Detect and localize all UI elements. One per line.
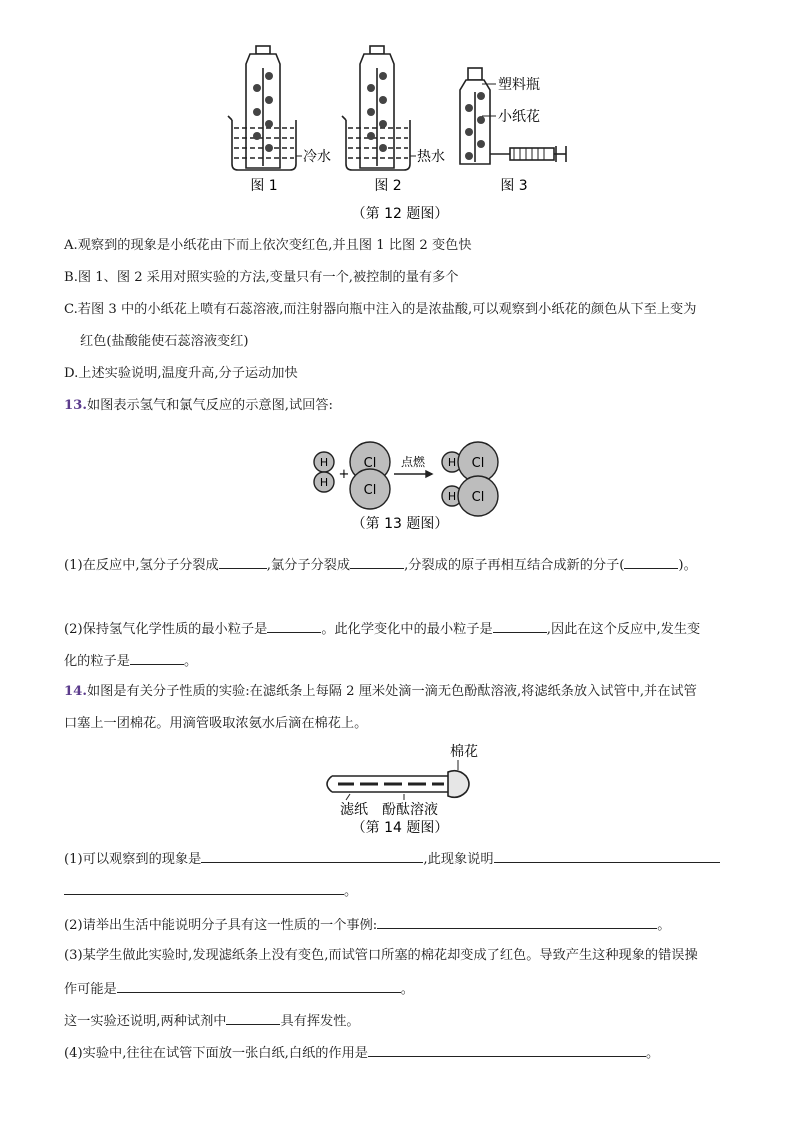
q12-option-b: B.图 1、图 2 采用对照实验的方法,变量只有一个,被控制的量有多个	[64, 270, 459, 285]
figure-12-drawing	[0, 36, 794, 226]
figure-14-drawing	[0, 738, 794, 838]
q13-number: 13.	[64, 398, 87, 413]
q12-option-c-line1: C.若图 3 中的小纸花上喷有石蕊溶液,而注射器向瓶中注入的是浓盐酸,可以观察到小纸花的颜色从下至上变为	[64, 302, 697, 317]
q12-option-c-line2: 红色(盐酸能使石蕊溶液变红)	[80, 334, 249, 349]
answer-blank[interactable]	[624, 554, 678, 569]
q14-number: 14.	[64, 684, 87, 699]
q14-stem-line1: 14.如图是有关分子性质的实验:在滤纸条上每隔 2 厘米处滴一滴无色酚酞溶液,将滤纸条放入试管中,并在试管	[64, 684, 697, 699]
answer-blank[interactable]	[493, 618, 547, 633]
answer-blank[interactable]	[130, 650, 184, 665]
label-phenolphthalein: 酚酞溶液	[382, 802, 438, 818]
answer-blank[interactable]	[201, 848, 423, 863]
answer-blank[interactable]	[494, 848, 720, 863]
fig12-apparatus-1	[228, 46, 302, 170]
q14-part2: (2)请举出生活中能说明分子具有这一性质的一个事例: 。	[64, 914, 670, 936]
answer-blank[interactable]	[350, 554, 404, 569]
figure-14-caption: （第 14 题图）	[351, 820, 449, 836]
h-label-1: H	[319, 456, 329, 469]
sub-caption-3: 图 3	[500, 178, 528, 194]
cl-label-1: Cl	[363, 456, 377, 471]
q13-part1: (1)在反应中,氢分子分裂成 ,氯分子分裂成 ,分裂成的原子再相互结合成新的分子( )。	[64, 554, 697, 576]
fig12-apparatus-2	[342, 46, 416, 170]
answer-blank[interactable]	[267, 618, 321, 633]
q14-part3-line2: 作可能是 。	[64, 978, 414, 1000]
q14-part4: (4)实验中,往往在试管下面放一张白纸,白纸的作用是 。	[64, 1042, 659, 1064]
q13-part2-line2: 化的粒子是 。	[64, 650, 197, 672]
label-cold-water: 冷水	[303, 149, 331, 165]
plus-sign: +	[338, 467, 350, 482]
q12-option-d: D.上述实验说明,温度升高,分子运动加快	[64, 366, 298, 381]
label-filter-paper: 滤纸	[340, 802, 368, 818]
answer-blank[interactable]	[219, 554, 267, 569]
cl-label-2: Cl	[363, 483, 377, 498]
figure-12	[0, 36, 794, 226]
figure-12-caption: （第 12 题图）	[351, 206, 449, 222]
label-hot-water: 热水	[417, 149, 445, 165]
h-label-2: H	[319, 476, 329, 489]
q14-part3-line1: (3)某学生做此实验时,发现滤纸条上没有变色,而试管口所塞的棉花却变成了红色。导致产生这种现象的错误操	[64, 948, 698, 963]
label-paper-flower: 小纸花	[498, 109, 540, 125]
answer-blank[interactable]	[117, 978, 401, 993]
q13-stem-text: 如图表示氢气和氯气反应的示意图,试回答:	[86, 398, 333, 413]
product-h-label-2: H	[447, 490, 457, 503]
cotton-ball	[448, 771, 469, 798]
figure-13	[0, 428, 794, 538]
figure-14	[0, 738, 794, 838]
q12-option-a: A.观察到的现象是小纸花由下而上依次变红色,并且图 1 比图 2 变色快	[64, 238, 472, 253]
answer-blank[interactable]	[368, 1042, 646, 1057]
answer-blank[interactable]	[226, 1010, 280, 1025]
product-cl-label-2: Cl	[471, 490, 485, 505]
q14-part3-line3: 这一实验还说明,两种试剂中 具有挥发性。	[64, 1010, 360, 1032]
product-h-label-1: H	[447, 456, 457, 469]
arrow-label: 点燃	[400, 455, 426, 469]
sub-caption-2: 图 2	[374, 178, 402, 194]
q13-part2-line1: (2)保持氢气化学性质的最小粒子是 。此化学变化中的最小粒子是 ,因此在这个反应中,发生变	[64, 618, 700, 640]
q14-part1-line2: 。	[64, 880, 357, 902]
figure-13-drawing	[0, 428, 794, 538]
label-plastic-bottle: 塑料瓶	[498, 77, 540, 93]
q14-part1-line1: (1)可以观察到的现象是 ,此现象说明	[64, 848, 720, 870]
product-cl-label-1: Cl	[471, 456, 485, 471]
answer-blank[interactable]	[64, 880, 344, 895]
q14-stem-line2: 口塞上一团棉花。用滴管吸取浓氨水后滴在棉花上。	[64, 716, 368, 731]
answer-blank[interactable]	[377, 914, 657, 929]
figure-13-caption: （第 13 题图）	[351, 516, 449, 532]
q13-stem	[64, 396, 333, 416]
sub-caption-1: 图 1	[250, 178, 278, 194]
label-cotton: 棉花	[450, 744, 478, 760]
